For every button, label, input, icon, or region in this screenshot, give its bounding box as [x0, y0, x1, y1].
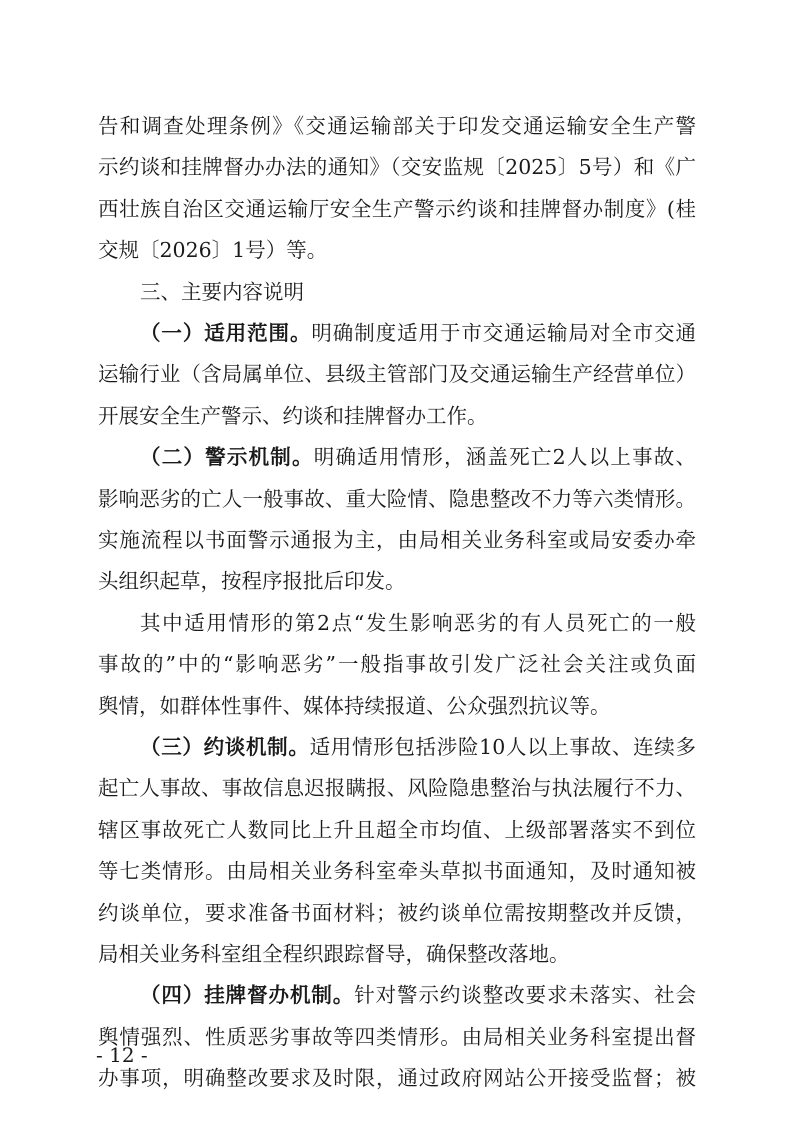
- body-line: 等七类情形。由局相关业务科室牵头草拟书面通知，及时通知被: [98, 859, 696, 884]
- subsection-heading: （四）挂牌督办机制。: [140, 983, 355, 1008]
- paragraph-text: 适用情形包括涉险10人以上事故、连续多: [309, 735, 696, 759]
- body-line: 局相关业务科室组全程织跟踪督导，确保整改落地。: [98, 942, 570, 966]
- subsection-heading: （二）警示机制。: [140, 445, 314, 470]
- body-line: 舆情，如群体性事件、媒体持续报道、公众强烈抗议等。: [98, 693, 611, 718]
- body-line: 运输行业（含局属单位、县级主管部门及交通运输生产经营单位）: [98, 362, 696, 387]
- body-line: 交规〔2026〕1号）等。: [98, 238, 328, 263]
- page-number: - 12 -: [96, 1043, 148, 1067]
- body-line: 实施流程以书面警示通报为主，由局相关业务科室或局安委办牵: [98, 528, 696, 552]
- body-line: 起亡人事故、事故信息迟报瞒报、风险隐患整治与执法履行不力、: [98, 776, 696, 801]
- paragraph-text: 明确制度适用于市交通运输局对全市交通: [311, 321, 697, 345]
- subsection-heading: （一）适用范围。: [140, 321, 312, 345]
- body-line: 开展安全生产警示、约谈和挂牌督办工作。: [98, 403, 488, 428]
- paragraph-text: 明确适用情形，涵盖死亡2人以上事故、: [313, 445, 696, 470]
- body-line: 示约谈和挂牌督办办法的通知》（交安监规〔2025〕5号）和《广: [98, 155, 696, 180]
- body-line: 辖区事故死亡人数同比上升且超全市均值、上级部署落实不到位: [98, 817, 696, 842]
- body-line: 舆情强烈、性质恶劣事故等四类情形。由局相关业务科室提出督: [98, 1024, 696, 1049]
- paragraph-first-line: [140, 311, 696, 355]
- section-heading: 三、主要内容说明: [140, 279, 304, 304]
- body-line: 约谈单位，要求准备书面材料；被约谈单位需按期整改并反馈，: [98, 900, 696, 925]
- body-line: 头组织起草，按程序报批后印发。: [98, 569, 406, 594]
- body-line: 影响恶劣的亡人一般事故、重大险情、隐患整改不力等六类情形。: [98, 486, 696, 511]
- paragraph-first-line: [140, 973, 696, 1017]
- body-line: 告和调查处理条例》《交通运输部关于印发交通运输安全生产警: [98, 114, 696, 138]
- body-line: 西壮族自治区交通运输厅安全生产警示约谈和挂牌督办制度》(桂: [98, 196, 696, 221]
- paragraph-text: 针对警示约谈整改要求未落实、社会: [354, 983, 697, 1008]
- subsection-heading: （三）约谈机制。: [140, 735, 310, 759]
- paragraph-first-line: [140, 435, 696, 479]
- body-line: 事故的”中的“影响恶劣”一般指事故引发广泛社会关注或负面: [98, 652, 696, 677]
- paragraph-first-line: [140, 725, 696, 769]
- paragraph-first-line: 其中适用情形的第2点“发生影响恶劣的有人员死亡的一般: [140, 610, 696, 635]
- body-line: 办事项，明确整改要求及时限，通过政府网站公开接受监督；被: [98, 1066, 696, 1091]
